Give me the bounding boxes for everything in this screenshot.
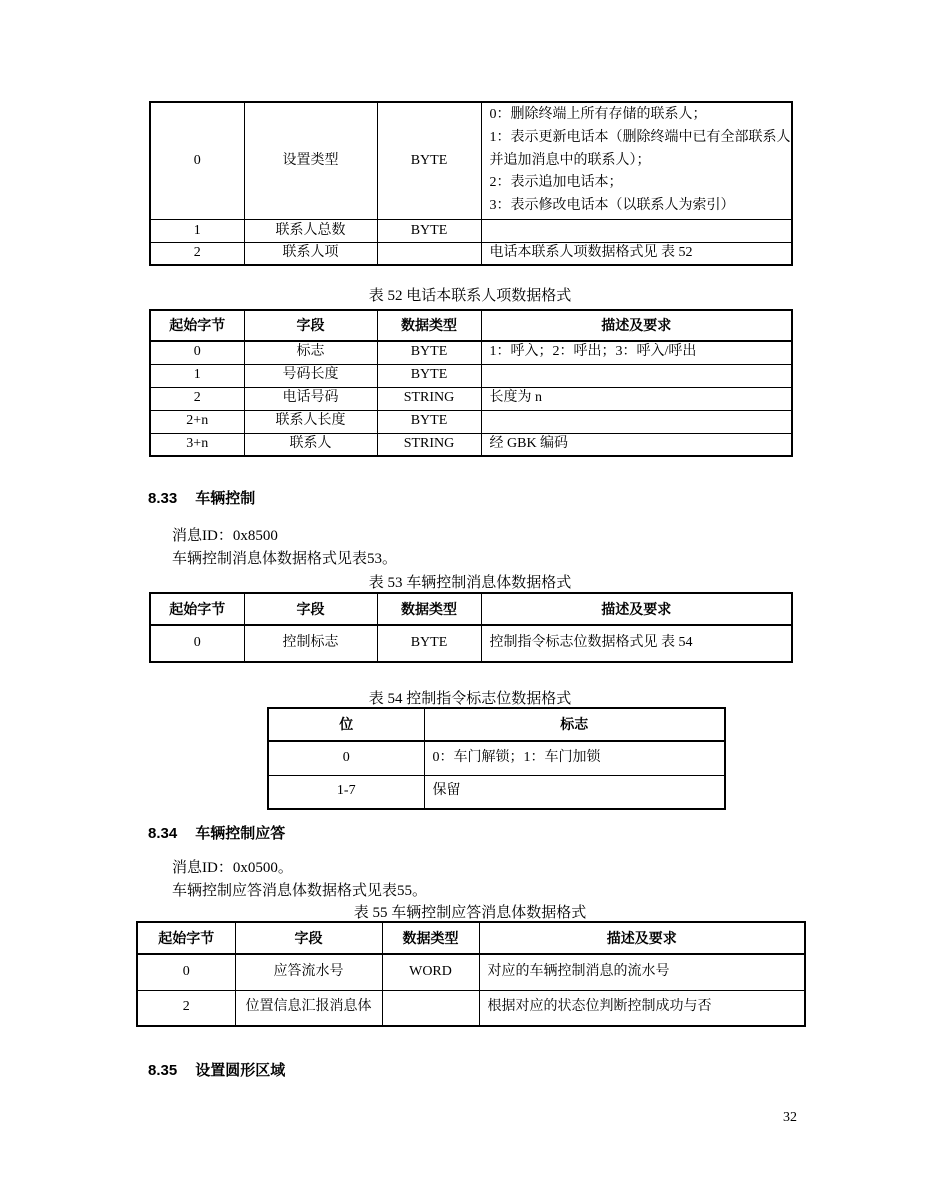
- cell-start-byte: 3+n: [150, 433, 244, 456]
- cell-field: 控制标志: [244, 625, 377, 662]
- cell-field: 联系人总数: [244, 219, 377, 242]
- table-55-caption: 表 55 车辆控制应答消息体数据格式: [353, 905, 587, 921]
- table-53-caption: 表 53 车辆控制消息体数据格式: [368, 575, 572, 591]
- header-bit: 位: [268, 708, 424, 741]
- cell-field: 联系人项: [244, 242, 377, 265]
- table-52-caption: 表 52 电话本联系人项数据格式: [368, 288, 572, 304]
- cell-start-byte: 0: [150, 341, 244, 364]
- cell-start-byte: 0: [150, 102, 244, 219]
- message-id-line: 消息ID：0x0500。: [172, 860, 293, 876]
- cell-description: 经 GBK 编码: [481, 433, 792, 456]
- cell-start-byte: 2: [137, 990, 235, 1026]
- section-title: 车辆控制应答: [195, 825, 286, 842]
- cell-description: 1：呼入；2：呼出；3：呼入/呼出: [481, 341, 792, 364]
- table-row: [137, 990, 805, 1026]
- cell-description: 对应的车辆控制消息的流水号: [479, 954, 805, 990]
- cell-field: 电话号码: [244, 387, 377, 410]
- table-row: [268, 775, 725, 809]
- cell-field: 标志: [244, 341, 377, 364]
- section-number: 8.34: [148, 825, 178, 842]
- header-field: 字段: [244, 593, 377, 625]
- cell-field: 号码长度: [244, 364, 377, 387]
- cell-field: 联系人长度: [244, 410, 377, 433]
- header-description: 描述及要求: [481, 593, 792, 625]
- format-reference-line: 车辆控制消息体数据格式见表53。: [172, 551, 398, 567]
- section-8-35-heading: [148, 1059, 285, 1080]
- cell-data-type: BYTE: [377, 219, 481, 242]
- header-description: 描述及要求: [481, 310, 792, 341]
- cell-start-byte: 2: [150, 387, 244, 410]
- section-number: 8.35: [148, 1062, 178, 1079]
- table-52: [149, 309, 793, 457]
- cell-field: 位置信息汇报消息体: [235, 990, 382, 1026]
- table-row: [150, 433, 792, 456]
- table-row: [137, 954, 805, 990]
- table-header-row: [150, 593, 792, 625]
- table-header-row: [150, 310, 792, 341]
- table-header-row: [268, 708, 725, 741]
- header-field: 字段: [244, 310, 377, 341]
- cell-description: [481, 364, 792, 387]
- message-id-line: 消息ID：0x8500: [172, 528, 278, 544]
- cell-data-type: WORD: [382, 954, 479, 990]
- cell-data-type: STRING: [377, 387, 481, 410]
- section-8-33-heading: [148, 487, 255, 508]
- section-8-34-heading: [148, 822, 285, 843]
- description-line: 1：表示更新电话本（删除终端中已有全部联系人: [489, 129, 791, 145]
- cell-data-type: BYTE: [377, 341, 481, 364]
- cell-description: [481, 410, 792, 433]
- table-55: [136, 921, 806, 1027]
- cell-start-byte: 1: [150, 364, 244, 387]
- table-row: [150, 102, 792, 219]
- cell-description: 长度为 n: [481, 387, 792, 410]
- cell-field: 联系人: [244, 433, 377, 456]
- cell-description: 根据对应的状态位判断控制成功与否: [479, 990, 805, 1026]
- cell-start-byte: 1: [150, 219, 244, 242]
- header-start-byte: 起始字节: [137, 922, 235, 954]
- table-row: [150, 242, 792, 265]
- table-phonebook-message-continued: [149, 101, 793, 266]
- table-row: [150, 625, 792, 662]
- cell-start-byte: 0: [150, 625, 244, 662]
- header-field: 字段: [235, 922, 382, 954]
- cell-start-byte: 0: [137, 954, 235, 990]
- table-row: [150, 341, 792, 364]
- table-header-row: [137, 922, 805, 954]
- cell-data-type: [377, 242, 481, 265]
- cell-data-type: BYTE: [377, 625, 481, 662]
- table-row: [150, 387, 792, 410]
- cell-data-type: [382, 990, 479, 1026]
- page-number: 32: [783, 1110, 797, 1125]
- header-start-byte: 起始字节: [150, 593, 244, 625]
- section-title: 车辆控制: [195, 490, 256, 507]
- table-53: [149, 592, 793, 663]
- table-54: [267, 707, 726, 810]
- table-row: [150, 364, 792, 387]
- cell-flag: 0：车门解锁；1：车门加锁: [424, 741, 725, 775]
- header-data-type: 数据类型: [382, 922, 479, 954]
- cell-bit: 1-7: [268, 775, 424, 809]
- format-reference-line: 车辆控制应答消息体数据格式见表55。: [172, 883, 428, 899]
- cell-start-byte: 2: [150, 242, 244, 265]
- header-data-type: 数据类型: [377, 310, 481, 341]
- header-flag: 标志: [424, 708, 725, 741]
- description-line: 2：表示追加电话本；: [489, 175, 623, 191]
- header-description: 描述及要求: [479, 922, 805, 954]
- cell-field: 设置类型: [244, 102, 377, 219]
- table-row: [150, 219, 792, 242]
- header-data-type: 数据类型: [377, 593, 481, 625]
- cell-start-byte: 2+n: [150, 410, 244, 433]
- cell-data-type: BYTE: [377, 102, 481, 219]
- description-line: 3：表示修改电话本（以联系人为索引）: [489, 198, 735, 214]
- cell-data-type: BYTE: [377, 410, 481, 433]
- section-number: 8.33: [148, 490, 178, 507]
- cell-description: [481, 102, 792, 219]
- cell-flag: 保留: [424, 775, 725, 809]
- cell-data-type: BYTE: [377, 364, 481, 387]
- cell-description: 控制指令标志位数据格式见 表 54: [481, 625, 792, 662]
- cell-bit: 0: [268, 741, 424, 775]
- table-row: [150, 410, 792, 433]
- description-line: 并追加消息中的联系人）；: [489, 152, 651, 168]
- cell-description: 电话本联系人项数据格式见 表 52: [481, 242, 792, 265]
- cell-description: [481, 219, 792, 242]
- description-line: 0：删除终端上所有存储的联系人；: [489, 107, 707, 122]
- table-54-caption: 表 54 控制指令标志位数据格式: [368, 691, 572, 707]
- section-title: 设置圆形区域: [195, 1062, 286, 1079]
- table-row: [268, 741, 725, 775]
- cell-data-type: STRING: [377, 433, 481, 456]
- cell-field: 应答流水号: [235, 954, 382, 990]
- header-start-byte: 起始字节: [150, 310, 244, 341]
